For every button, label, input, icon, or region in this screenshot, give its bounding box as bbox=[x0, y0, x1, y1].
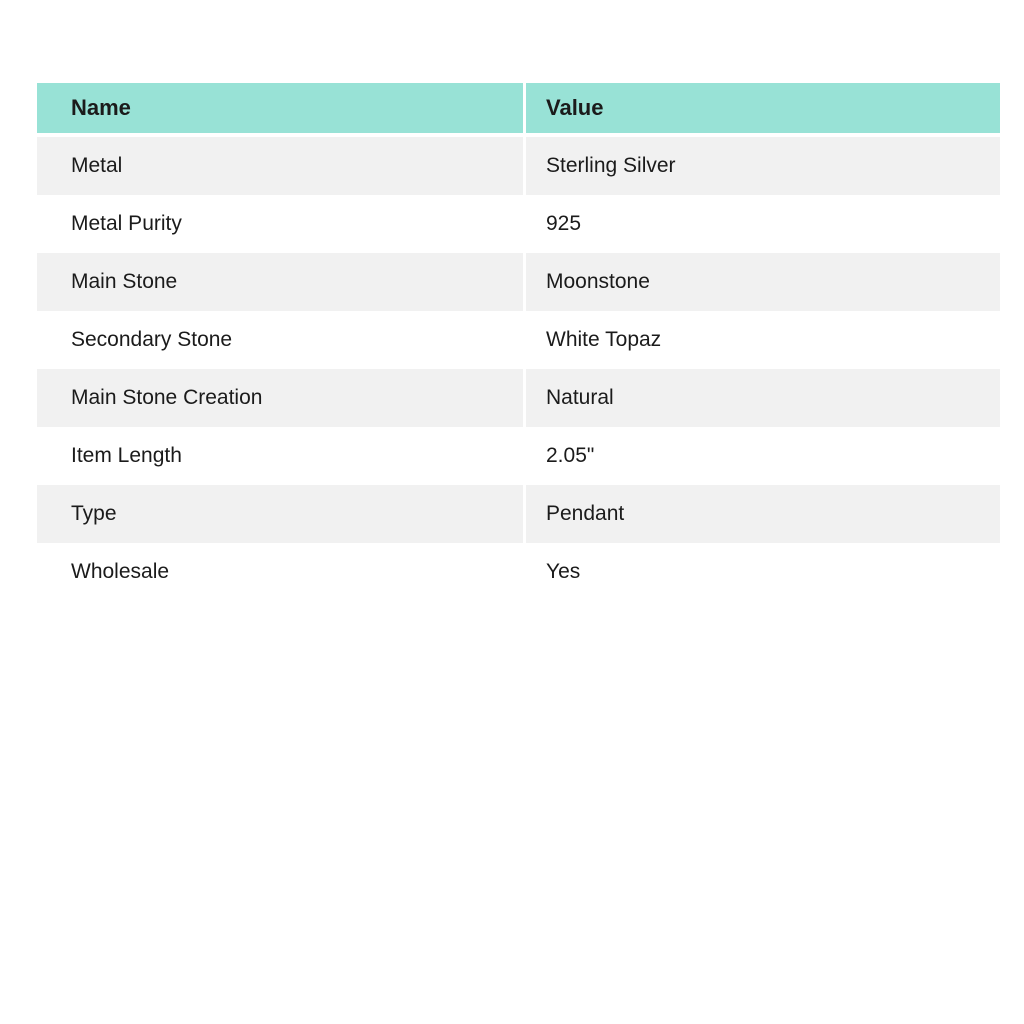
row-value-cell: 925 bbox=[523, 195, 1000, 253]
row-name-cell: Main Stone bbox=[71, 270, 178, 293]
table-header-row bbox=[37, 83, 1000, 133]
row-value-cell: Yes bbox=[523, 543, 1000, 601]
table-row bbox=[37, 137, 1000, 195]
row-value-cell: Sterling Silver bbox=[523, 137, 1000, 195]
table-row bbox=[37, 427, 1000, 485]
row-name-cell: Metal Purity bbox=[71, 212, 182, 235]
table-row bbox=[37, 485, 1000, 543]
product-spec-table bbox=[37, 83, 1000, 601]
row-value-cell: Natural bbox=[523, 369, 1000, 427]
row-name-cell: Secondary Stone bbox=[71, 328, 233, 351]
table-row bbox=[37, 253, 1000, 311]
table-row bbox=[37, 311, 1000, 369]
row-name-cell: Main Stone Creation bbox=[71, 386, 263, 409]
row-name-cell: Type bbox=[71, 502, 117, 525]
row-name-cell: Metal bbox=[71, 154, 123, 177]
row-value-cell: 2.05" bbox=[523, 427, 1000, 485]
row-name-cell: Item Length bbox=[71, 444, 182, 467]
table-row bbox=[37, 369, 1000, 427]
table-body bbox=[37, 137, 1000, 601]
table-row bbox=[37, 543, 1000, 601]
header-cell-name: Name bbox=[71, 95, 131, 120]
header-cell-value: Value bbox=[523, 83, 1000, 133]
row-value-cell: White Topaz bbox=[523, 311, 1000, 369]
row-value-cell: Pendant bbox=[523, 485, 1000, 543]
table-row bbox=[37, 195, 1000, 253]
row-name-cell: Wholesale bbox=[71, 560, 170, 583]
row-value-cell: Moonstone bbox=[523, 253, 1000, 311]
